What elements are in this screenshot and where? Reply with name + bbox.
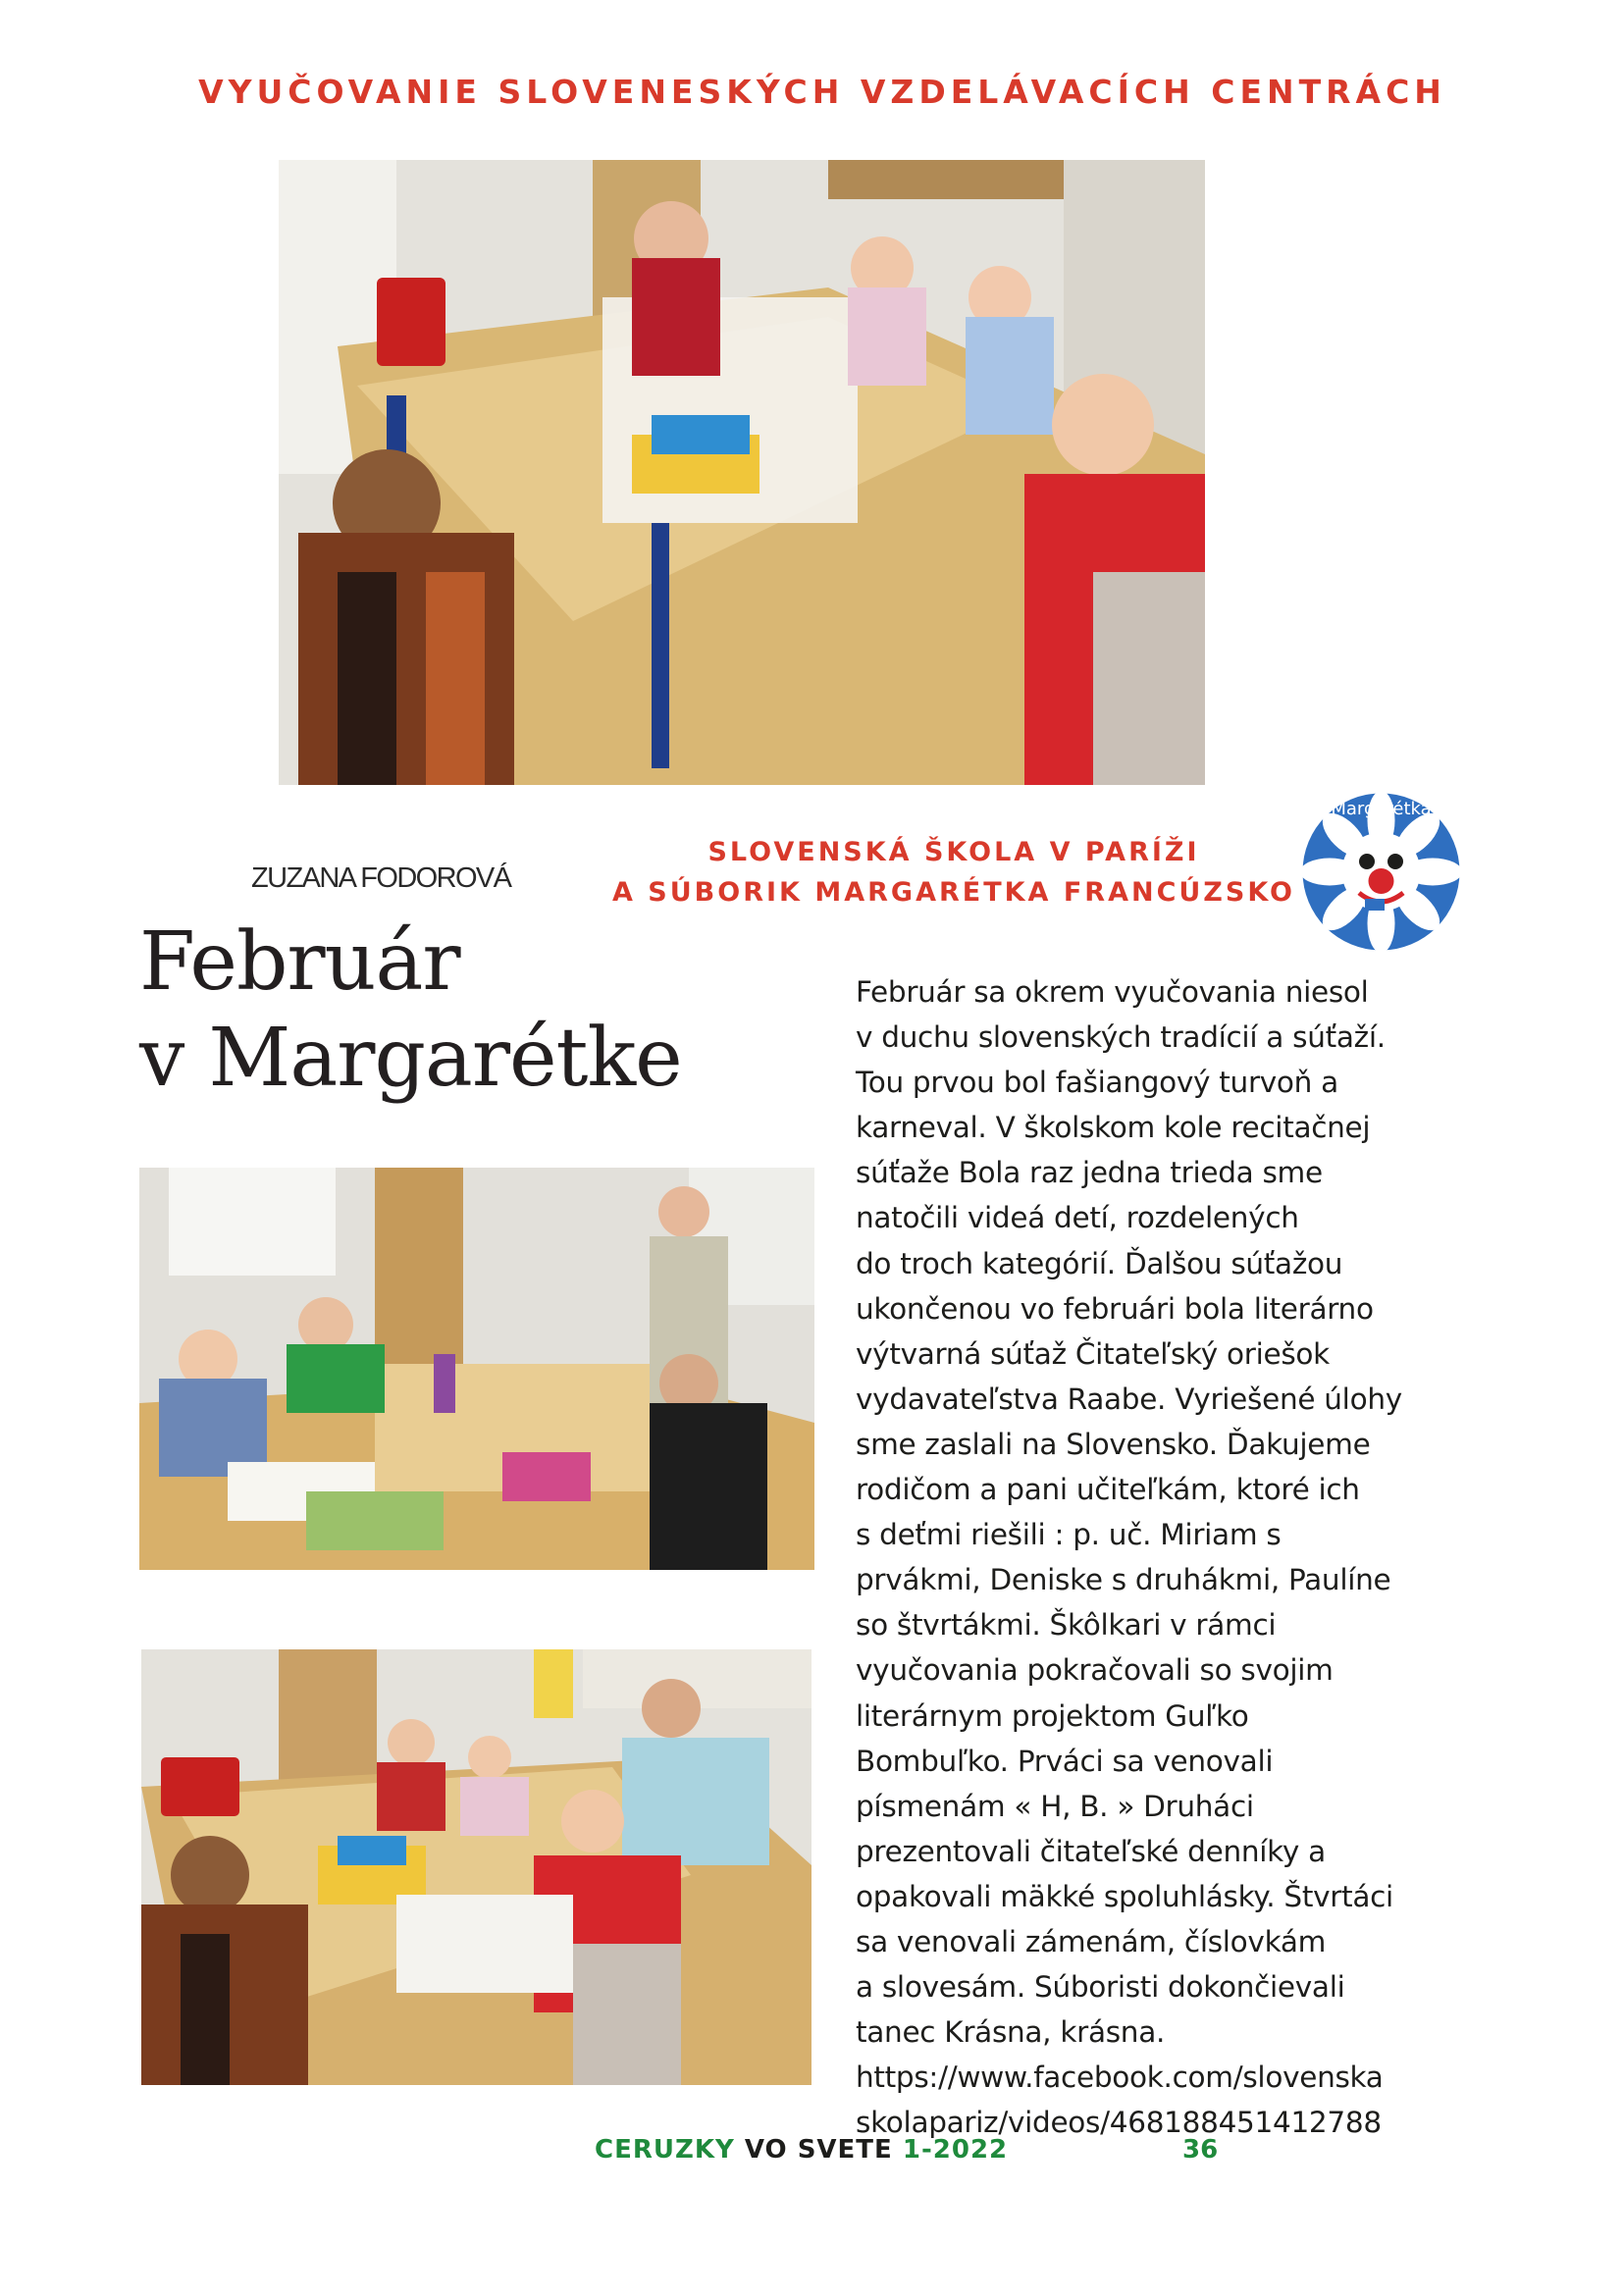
section-heading-line-2: A SÚBORIK MARGARÉTKA FRANCÚZSKO — [612, 877, 1295, 908]
body-line: sme zaslali na Slovensko. Ďakujeme — [856, 1427, 1371, 1461]
body-line: vydavateľstva Raabe. Vyriešené úlohy — [856, 1382, 1402, 1416]
body-line: Tou prvou bol fašiangový turvoň a — [856, 1066, 1338, 1100]
body-line: rodičom a pani učiteľkám, ktoré ich — [856, 1473, 1360, 1507]
page-number: 36 — [1182, 2135, 1219, 2165]
section-heading — [589, 832, 1319, 913]
article-title-line-2: v Margarétke — [139, 1012, 682, 1105]
facebook-link[interactable]: https://www.facebook.com/slovenska — [856, 2061, 1384, 2095]
author-name: ZUZANA FODOROVÁ — [251, 862, 511, 894]
body-line: tanec Krásna, krásna. — [856, 2015, 1166, 2050]
logo-text: Margarétka — [1331, 799, 1432, 819]
classroom-photo-middle — [139, 1168, 814, 1570]
body-line: opakovali mäkké spoluhlásky. Štvrtáci — [856, 1879, 1393, 1913]
body-line: Február sa okrem vyučovania niesol — [856, 975, 1369, 1009]
classroom-photo-top — [279, 160, 1205, 785]
body-line: so štvrtákmi. Škôlkari v rámci — [856, 1608, 1277, 1643]
body-line: literárnym projektom Guľko — [856, 1698, 1249, 1733]
body-line: prezentovali čitateľské denníky a — [856, 1834, 1326, 1868]
body-line: v duchu slovenských tradícií a súťaží. — [856, 1020, 1386, 1055]
body-line: výtvarná súťaž Čitateľský oriešok — [856, 1336, 1330, 1371]
margaretka-logo — [1300, 791, 1462, 953]
footer-brand — [595, 2135, 1008, 2165]
body-line: súťaže Bola raz jedna trieda sme — [856, 1156, 1323, 1190]
body-line: karneval. V školskom kole recitačnej — [856, 1111, 1371, 1145]
body-line: s deťmi riešili : p. uč. Miriam s — [856, 1518, 1282, 1552]
classroom-photo-bottom — [141, 1649, 812, 2085]
body-line: sa venovali zámenám, číslovkám — [856, 1924, 1327, 1958]
body-line: ukončenou vo februári bola literárno — [856, 1291, 1374, 1326]
body-line: vyučovania pokračovali so svojim — [856, 1653, 1334, 1688]
article-body — [856, 969, 1444, 2145]
body-line: do troch kategórií. Ďalšou súťažou — [856, 1246, 1343, 1280]
body-line: a slovesám. Súboristi dokončievali — [856, 1970, 1345, 2005]
body-line: Bombuľko. Prváci sa venovali — [856, 1744, 1274, 1778]
body-line: natočili videá detí, rozdelených — [856, 1201, 1299, 1235]
body-line: prvákmi, Deniske s druhákmi, Paulíne — [856, 1563, 1391, 1597]
article-title-line-1: Február — [139, 915, 460, 1009]
footer-issue: 1-2022 — [902, 2135, 1009, 2165]
body-line: písmenám « H, B. » Druháci — [856, 1789, 1254, 1823]
footer-brand-ceruzky: CERUZKY — [595, 2135, 735, 2165]
section-heading-line-1: SLOVENSKÁ ŠKOLA V PARÍŽI — [707, 837, 1200, 867]
page-header: VYUČOVANIE SLOVENESKÝCH VZDELÁVACÍCH CENTRÁCH — [198, 73, 1446, 111]
facebook-link-continued[interactable]: skolapariz/videos/468188451412788 — [856, 2106, 1382, 2140]
article-title — [139, 914, 682, 1107]
footer-brand-vo-svete: VO SVETE — [744, 2135, 893, 2165]
